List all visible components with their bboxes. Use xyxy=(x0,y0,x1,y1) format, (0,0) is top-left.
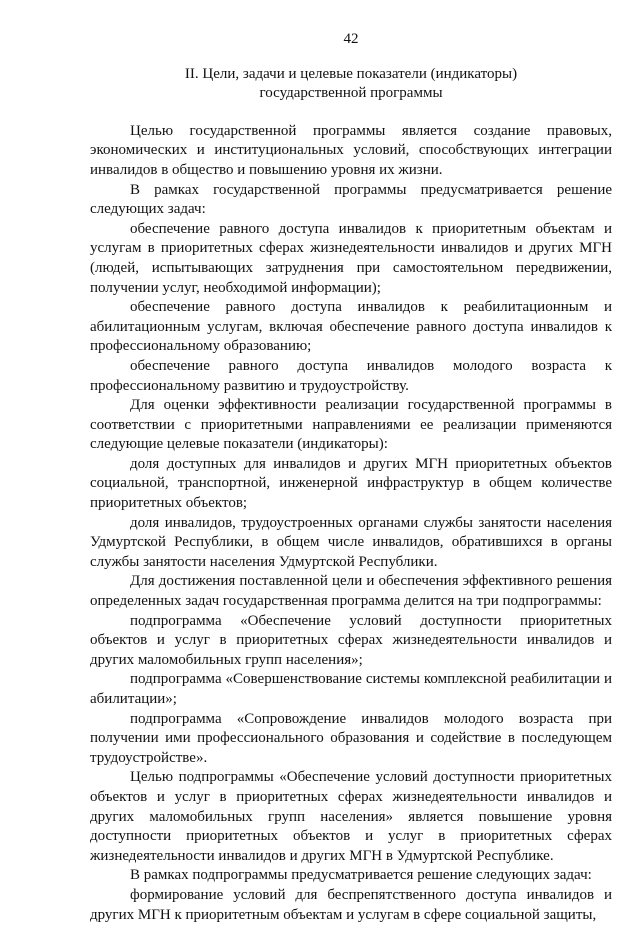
paragraph-indicators-intro: Для оценки эффективности реализации государственной программы в соответствии с приоритетными направлениями ее реализации применяются следующие целевые показатели (индикаторы): xyxy=(90,397,612,453)
paragraph-subprogram-goal: Целью подпрограммы «Обеспечение условий доступности приоритетных объектов и услуг в приоритетных сферах жизнедеятельности инвалидов и других маломобильных групп населения» является повышение уровня доступности приоритетных объектов и услуг в приоритетных сферах жизнедеятельности инвалидов и других МГН в Удмуртской Республике. xyxy=(90,769,612,864)
paragraph-task-1: обеспечение равного доступа инвалидов к приоритетным объектам и услугам в приоритетных сферах жизнедеятельности инвалидов и других МГН (людей, испытывающих затруднения при самостоятельном передвижении, получении услуг, необходимой информации); xyxy=(90,220,612,296)
section-title-line-2: государственной программы xyxy=(259,85,443,102)
section-title xyxy=(90,65,612,104)
paragraph-subprogram-tasks-intro: В рамках подпрограммы предусматривается решение следующих задач: xyxy=(130,867,592,884)
page-number: 42 xyxy=(343,31,359,47)
paragraph-tasks-intro: В рамках государственной программы предусматривается решение следующих задач: xyxy=(90,181,612,218)
paragraph-subprogram-3: подпрограмма «Сопровождение инвалидов молодого возраста при получении ими профессионального образования и содействие в последующем трудоустройстве». xyxy=(90,710,612,766)
paragraph-subprograms-intro: Для достижения поставленной цели и обеспечения эффективного решения определенных задач государственная программа делится на три подпрограммы: xyxy=(90,573,612,610)
paragraph-indicator-1: доля доступных для инвалидов и других МГН приоритетных объектов социальной, транспортной, инженерной инфраструктур в общем количестве приоритетных объектов; xyxy=(90,455,612,512)
section-title-line-1: II. Цели, задачи и целевые показатели (индикаторы) xyxy=(184,65,518,82)
paragraph-task-3: обеспечение равного доступа инвалидов молодого возраста к профессиональному развитию и трудоустройству. xyxy=(90,357,612,394)
paragraph-goal: Целью государственной программы является создание правовых, экономических и институциональных условий, способствующих интеграции инвалидов в общество и повышению уровня их жизни. xyxy=(90,122,612,178)
paragraph-task-2: обеспечение равного доступа инвалидов к реабилитационным и абилитационным услугам, включая обеспечение равного доступа инвалидов к профессиональному образованию; xyxy=(90,299,612,355)
paragraph-subprogram-task-1: формирование условий для беспрепятственного доступа инвалидов и других МГН к приоритетным объектам и услугам в сфере социальной защиты, xyxy=(90,886,612,923)
paragraph-subprogram-2: подпрограмма «Совершенствование системы комплексной реабилитации и абилитации»; xyxy=(90,671,612,707)
paragraph-subprogram-1: подпрограмма «Обеспечение условий доступности приоритетных объектов и услуг в приоритетных сферах жизнедеятельности инвалидов и других маломобильных групп населения»; xyxy=(90,612,612,668)
paragraph-indicator-2: доля инвалидов, трудоустроенных органами службы занятости населения Удмуртской Республики, в общем числе инвалидов, обратившихся в органы службы занятости населения Удмуртской Республики. xyxy=(90,514,612,570)
